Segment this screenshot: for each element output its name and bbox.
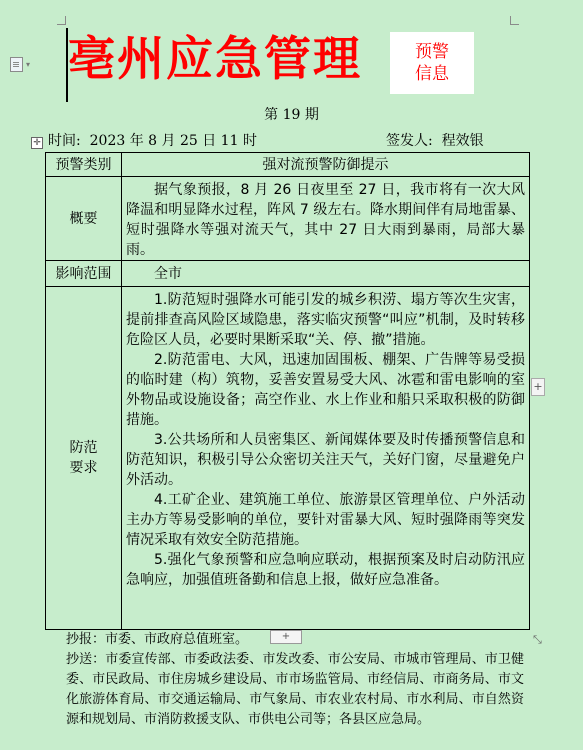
add-row-plus-icon[interactable]: + [270, 630, 302, 644]
requirements-label [46, 287, 122, 630]
requirement-item: 3.公共场所和人员密集区、新闻媒体要及时传播预警信息和防范知识，积极引导公众密切关注天气，关好门窗，尽量避免户外活动。 [126, 432, 525, 488]
warning-table [45, 152, 530, 630]
time-value: 2023 年 8 月 25 日 11 时 [89, 133, 257, 149]
issue-number: 第 19 期 [264, 107, 319, 123]
issue-time [48, 130, 257, 150]
signer-label: 签发人: [386, 133, 433, 149]
scope-label: 影响范围 [46, 261, 122, 287]
summary-label: 概要 [46, 177, 122, 261]
requirement-item: 1.防范短时强降水可能引发的城乡积涝、塌方等次生灾害，提前排查高风险区域隐患，落实临灾预警“叫应”机制，及时转移危险区人员，必要时果断采取“关、停、撤”措施。 [126, 292, 525, 348]
badge-line-2: 信息 [415, 64, 449, 84]
summary-cell [122, 177, 530, 261]
requirement-item: 5.强化气象预警和应急响应联动，根据预案及时启动防汛应急响应，加强值班备勤和信息上报，做好应急准备。 [126, 552, 525, 588]
requirements-cell [122, 287, 530, 630]
add-column-plus-icon[interactable]: + [531, 378, 545, 396]
document-icon[interactable] [10, 57, 23, 72]
resize-icon[interactable]: ⤡ [533, 633, 542, 646]
scope-value: 全市 [122, 261, 530, 287]
move-icon[interactable]: ✛ [31, 137, 43, 149]
signer-name: 程效银 [441, 133, 484, 149]
summary-text: 据气象预报，8 月 26 日夜里至 27 日，我市将有一次大风降温和明显降水过程，阵风 7 级左右。降水期间伴有局地雷暴、短时强降水等强对流天气，其中 27 日大雨到暴雨，局部大暴雨。 [126, 182, 525, 258]
dropdown-arrow-icon[interactable]: ▾ [26, 60, 31, 69]
signer [386, 130, 484, 150]
category-value: 强对流预警防御提示 [122, 153, 530, 177]
requirement-item: 2.防范雷电、大风，迅速加固围板、棚架、广告牌等易受损的临时建（构）筑物，妥善安置易受大风、冰雹和雷电影响的室外物品或设施设备；高空作业、水上作业和船只采取积极的防御措施。 [126, 352, 525, 428]
copy-to: 抄送：市委宣传部、市委政法委、市发改委、市公安局、市城市管理局、市卫健委、市民政局、市住房城乡建设局、市市场监管局、市经信局、市商务局、市文化旅游体育局、市交通运输局、市气象局、市农业农村局、市水利局、市自然资源和规划局、市消防救援支队、市供电公司等；各县区应急局。 [66, 652, 524, 727]
requirements-label-line-1: 防范 [69, 440, 98, 456]
warning-badge [390, 32, 474, 94]
document-title: 亳州应急管理 [68, 32, 362, 87]
requirements-label-line-2: 要求 [69, 460, 98, 476]
badge-line-1: 预警 [415, 42, 449, 62]
crop-mark-top-left [57, 16, 66, 25]
report-to: 抄报：市委、市政府总值班室。 [66, 632, 249, 647]
category-label: 预警类别 [46, 153, 122, 177]
time-label: 时间: [48, 133, 81, 149]
requirement-item: 4.工矿企业、建筑施工单位、旅游景区管理单位、户外活动主办方等易受影响的单位，要针对雷暴大风、短时强降雨等突发情况采取有效安全防范措施。 [126, 492, 525, 548]
crop-mark-top-right [510, 16, 519, 25]
